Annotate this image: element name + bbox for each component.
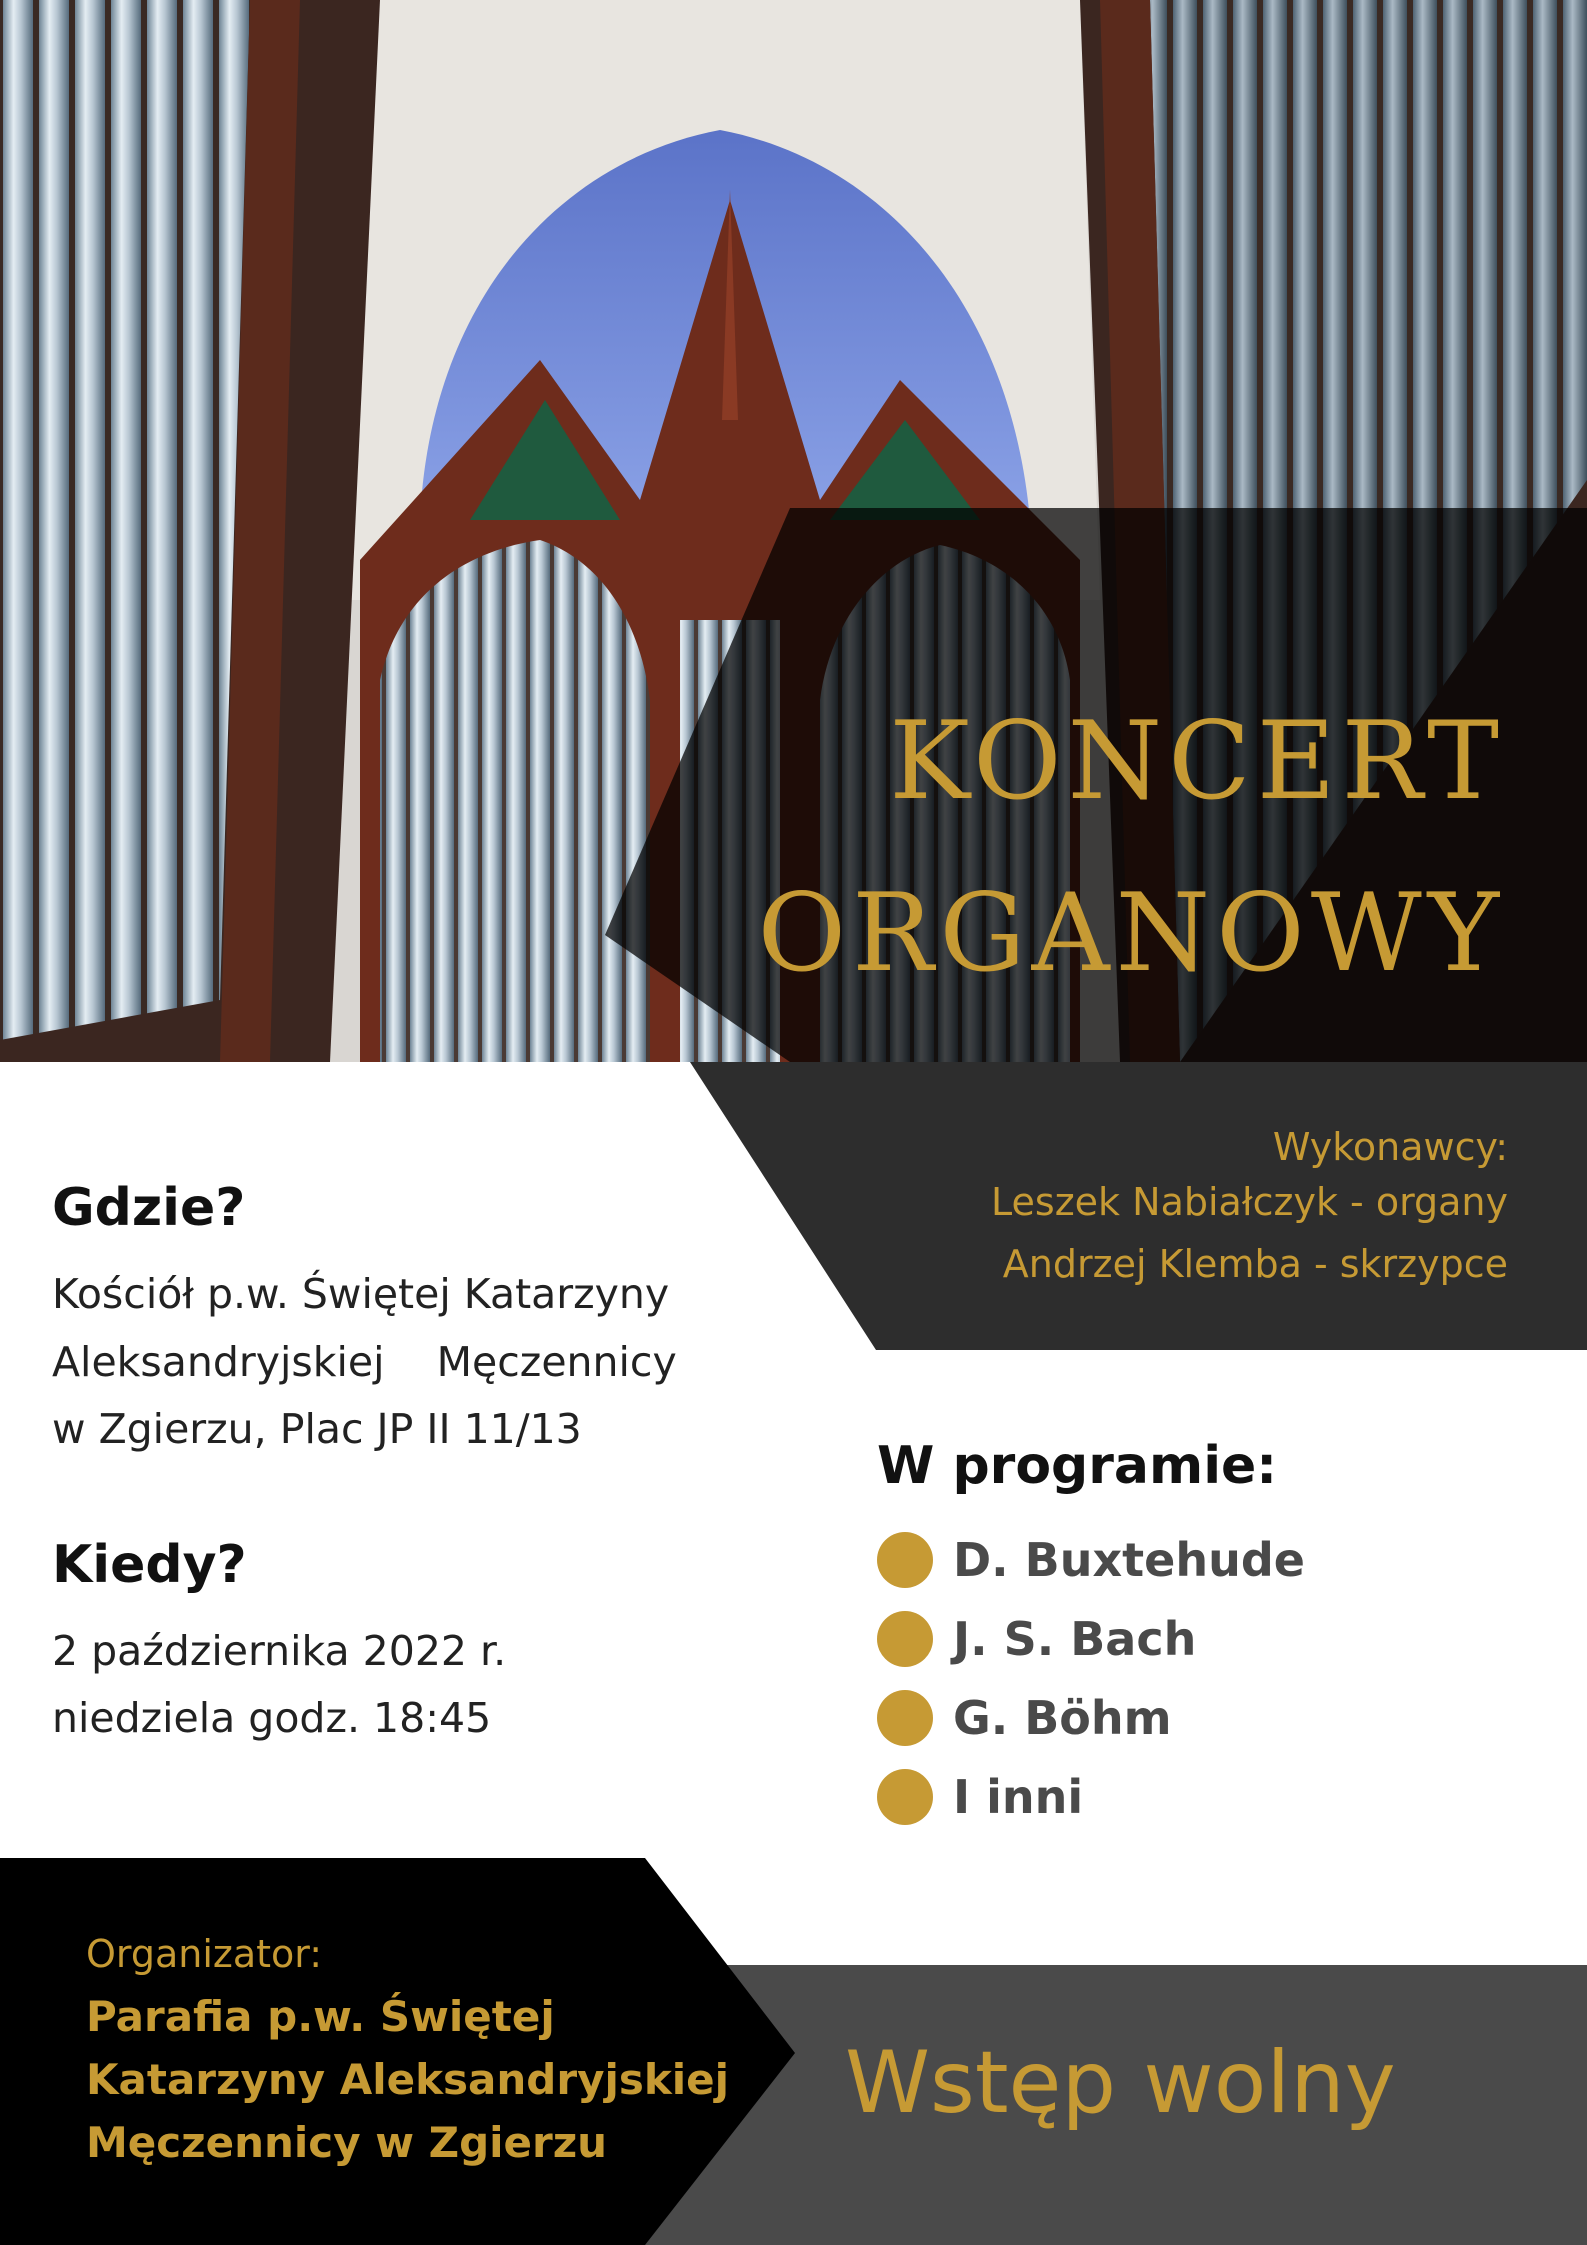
bullet-dot-icon xyxy=(877,1611,933,1667)
title-line-1: KONCERT xyxy=(889,699,1505,824)
program-item xyxy=(877,1767,1083,1827)
when-heading: Kiedy? xyxy=(52,1535,247,1595)
where-line-2: Aleksandryjskiej Męczennicy xyxy=(52,1338,677,1386)
organizer-line-1: Parafia p.w. Świętej xyxy=(86,1992,555,2041)
organizer-line-2: Katarzyny Aleksandryjskiej xyxy=(86,2055,730,2104)
where-line-1: Kościół p.w. Świętej Katarzyny xyxy=(52,1270,670,1318)
when-line-2: niedziela godz. 18:45 xyxy=(52,1694,492,1742)
bullet-dot-icon xyxy=(877,1769,933,1825)
bullet-dot-icon xyxy=(877,1532,933,1588)
where-line-3: w Zgierzu, Plac JP II 11/13 xyxy=(52,1405,582,1453)
organizer-line-3: Męczennicy w Zgierzu xyxy=(86,2118,608,2167)
when-line-1: 2 października 2022 r. xyxy=(52,1627,507,1675)
program-item xyxy=(877,1530,1305,1590)
program-item-label: I inni xyxy=(953,1770,1084,1824)
where-heading: Gdzie? xyxy=(52,1178,246,1238)
organizer-panel xyxy=(0,1858,795,2245)
program-item-label: G. Böhm xyxy=(953,1691,1172,1745)
performer-1: Leszek Nabiałczyk - organy xyxy=(991,1180,1508,1224)
title-line-2: ORGANOWY xyxy=(757,871,1505,996)
program-item-label: J. S. Bach xyxy=(953,1612,1197,1666)
performer-2: Andrzej Klemba - skrzypce xyxy=(1002,1242,1508,1286)
program-item-label: D. Buxtehude xyxy=(953,1533,1305,1587)
admission-text: Wstęp wolny xyxy=(845,2033,1396,2133)
program-item xyxy=(877,1688,1172,1748)
performers-label: Wykonawcy: xyxy=(1272,1125,1508,1169)
organizer-label: Organizator: xyxy=(86,1932,323,1976)
program-item xyxy=(877,1609,1196,1669)
bullet-dot-icon xyxy=(877,1690,933,1746)
program-heading: W programie: xyxy=(877,1436,1278,1496)
